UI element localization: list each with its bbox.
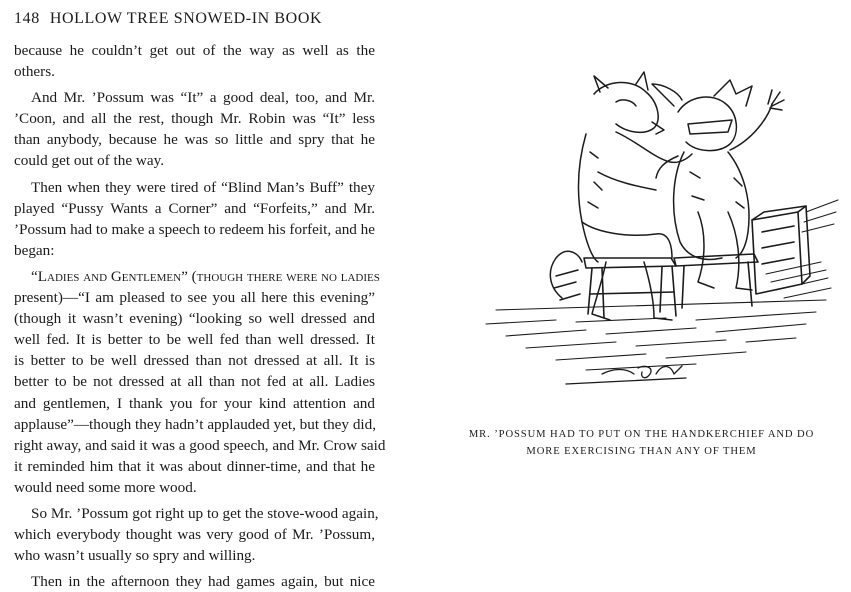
artist-signature: [566, 366, 686, 384]
text-line: ’Possum had to make a speech to redeem his forfeit, and he: [14, 220, 376, 238]
text-line: Then in the afternoon they had games again, but nice: [31, 573, 375, 591]
figure-caption: [459, 426, 824, 460]
text-line: which everybody thought was very good of Mr. ’Possum,: [14, 526, 375, 544]
text-line: it reminded him that it was about dinner-time, and that he: [14, 457, 375, 475]
text-line: right away, and said it was a good speech, and Mr. Crow said: [14, 436, 386, 454]
wooden-box: [752, 206, 810, 294]
text-line: ’Coon, and all the rest, though Mr. Robin was “It” less: [14, 110, 375, 128]
text-line: could get out of the way.: [14, 152, 165, 170]
caption-line: MORE EXERCISING THAN ANY OF THEM: [526, 446, 757, 457]
stool-right: [674, 254, 758, 308]
text-line: others.: [14, 63, 55, 81]
text-line: began:: [14, 241, 55, 259]
text-line: present)—“I am pleased to see you all here this evening”: [14, 289, 375, 307]
page-number: 148: [14, 10, 40, 27]
text-line: who wasn’t usually so spry and willing.: [14, 547, 256, 565]
text-line: (though it wasn’t evening) “looking so well dressed and: [14, 310, 375, 328]
right-page: [431, 0, 851, 545]
running-head: [14, 10, 322, 28]
text-line: And Mr. ’Possum was “It” a good deal, too, and Mr.: [31, 89, 375, 107]
text-line: is better to be well dressed than not dressed at all. It is: [14, 352, 375, 370]
text-line: than anybody, because he was so little and spry that he: [14, 131, 375, 149]
text-line: and gentlemen, I thank you for your kind attention and: [14, 394, 375, 412]
book-title: HOLLOW TREE SNOWED-IN BOOK: [49, 10, 323, 27]
stool-left: [584, 258, 676, 318]
text-line: Then when they were tired of “Blind Man’s Buff” they: [31, 178, 375, 196]
text-line: “Ladies and Gentlemen” (though there were no ladies: [31, 267, 380, 285]
text-line: because he couldn’t get out of the way as well as the: [14, 42, 375, 59]
text-line: would need some more wood.: [14, 478, 197, 496]
text-line: well fed. It is better to be well fed than well dressed. It: [14, 331, 375, 349]
text-line: better to be not dressed at all than not fed at all. Ladies: [14, 373, 375, 391]
raccoon-figure: [550, 72, 692, 320]
text-line: applause”—though they hadn’t applauded yet, but they did,: [14, 415, 377, 433]
body-text: [14, 40, 386, 592]
caption-line: MR. ’POSSUM HAD TO PUT ON THE HANDKERCHIEF AND DO: [468, 429, 815, 440]
text-line: played “Pussy Wants a Corner” and “Forfeits,” and Mr.: [14, 199, 375, 217]
pen-and-ink-illustration: [466, 62, 841, 407]
text-line: So Mr. ’Possum got right up to get the stove-wood again,: [31, 504, 379, 522]
